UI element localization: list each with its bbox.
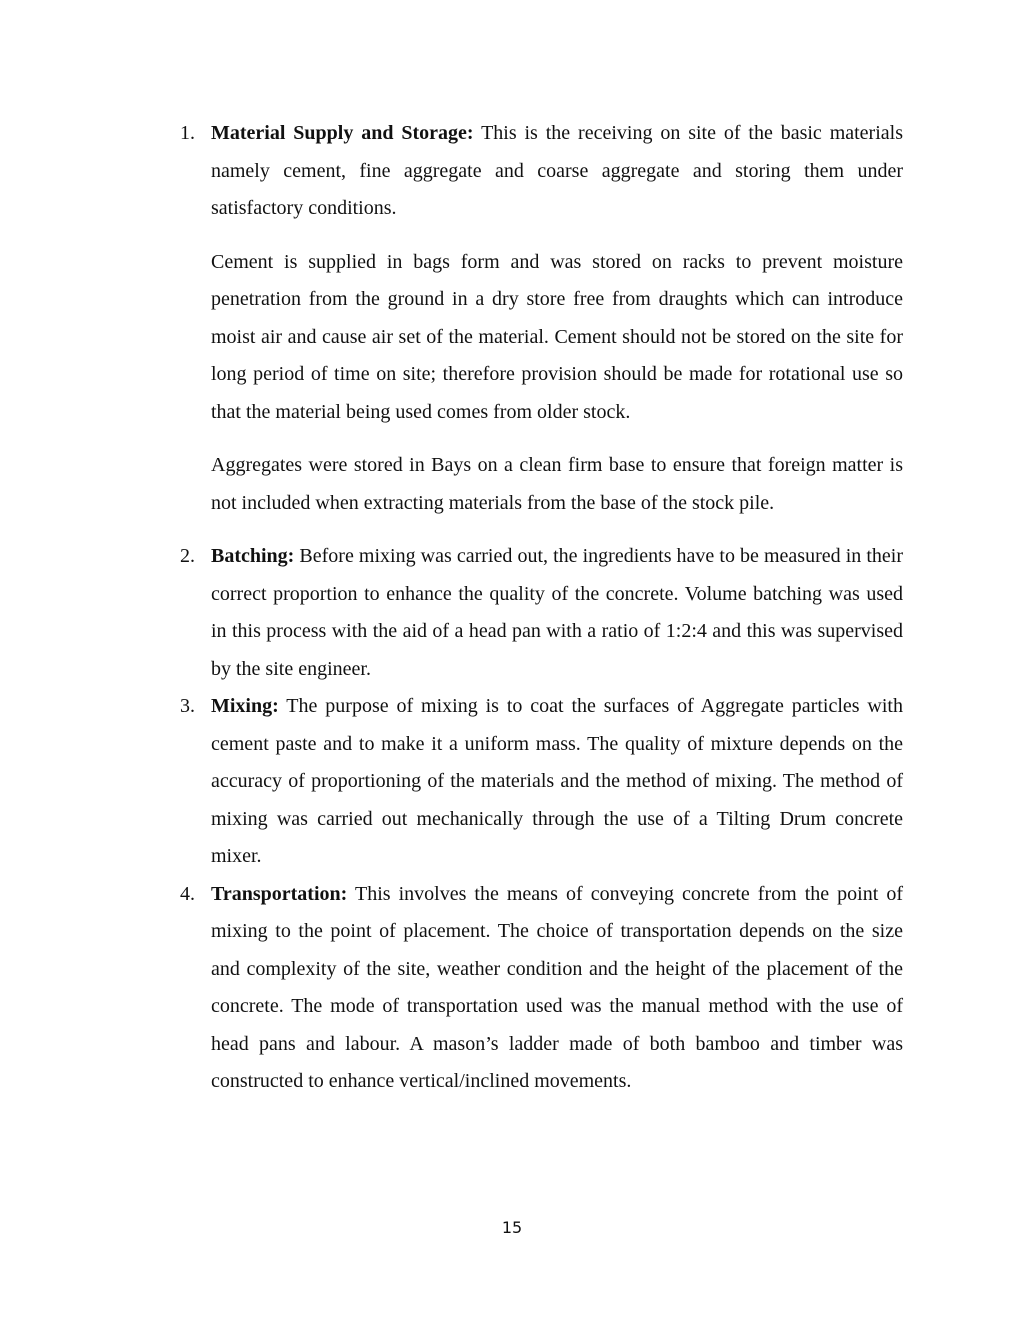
list-item-batching: [180, 538, 903, 688]
item-text: The purpose of mixing is to coat the surfaces of Aggregate particles with cement paste and to make it a uniform mass. The quality of mixture depends on the accuracy of proportioning of the materials and the method of mixing. The method of mixing was carried out mechanically through the use of a Tilting Drum concrete mixer.: [211, 695, 903, 867]
aggregate-storage-paragraph: Aggregates were stored in Bays on a clean firm base to ensure that foreign matter is not included when extracting materials from the base of the stock pile.: [211, 454, 903, 514]
list-number: 3.: [180, 695, 195, 717]
list-item-paragraph: [211, 688, 903, 876]
list-item-paragraph: [211, 538, 903, 688]
list-number: 2.: [180, 545, 195, 567]
cement-storage-paragraph: Cement is supplied in bags form and was stored on racks to prevent moisture penetration from the ground in a dry store free from draughts which can introduce moist air and cause air set of the material. Cement should not be stored on the site for long period of time on site; therefore provision should be made for rotational use so that the material being used comes from older stock.: [211, 250, 903, 423]
page-number: 15: [501, 1218, 523, 1237]
item-heading: Batching:: [211, 545, 295, 567]
item-heading: Material Supply and Storage:: [211, 122, 474, 144]
item-heading: Transportation:: [211, 882, 348, 905]
list-item-mixing: [180, 688, 903, 876]
list-item-paragraph: [211, 876, 903, 1101]
list-number: 1.: [180, 122, 195, 144]
list-item-transportation: [180, 876, 903, 1101]
item-heading: Mixing:: [211, 695, 279, 717]
item-text: This involves the means of conveying concrete from the point of mixing to the point of placement. The choice of transportation depends on the size and complexity of the site, weather condition and the height of the placement of the concrete. The mode of transportation used was the manual method with the use of head pans and labour. A mason’s ladder made of both bamboo and timber was constructed to enhance vertical/inclined movements.: [211, 882, 903, 1092]
list-number: 4.: [180, 882, 195, 905]
item-text: Before mixing was carried out, the ingredients have to be measured in their correct proportion to enhance the quality of the concrete. Volume batching was used in this process with the aid of a head pan with a ratio of 1:2:4 and this was supervised by the site engineer.: [211, 545, 903, 680]
list-item-material-supply: [180, 115, 903, 522]
item-text: This is the receiving on site of the basic materials namely cement, fine aggregate and coarse aggregate and storing them under satisfactory conditions.: [211, 122, 903, 219]
list-item-paragraph: [211, 115, 903, 228]
numbered-list: [180, 115, 903, 1101]
